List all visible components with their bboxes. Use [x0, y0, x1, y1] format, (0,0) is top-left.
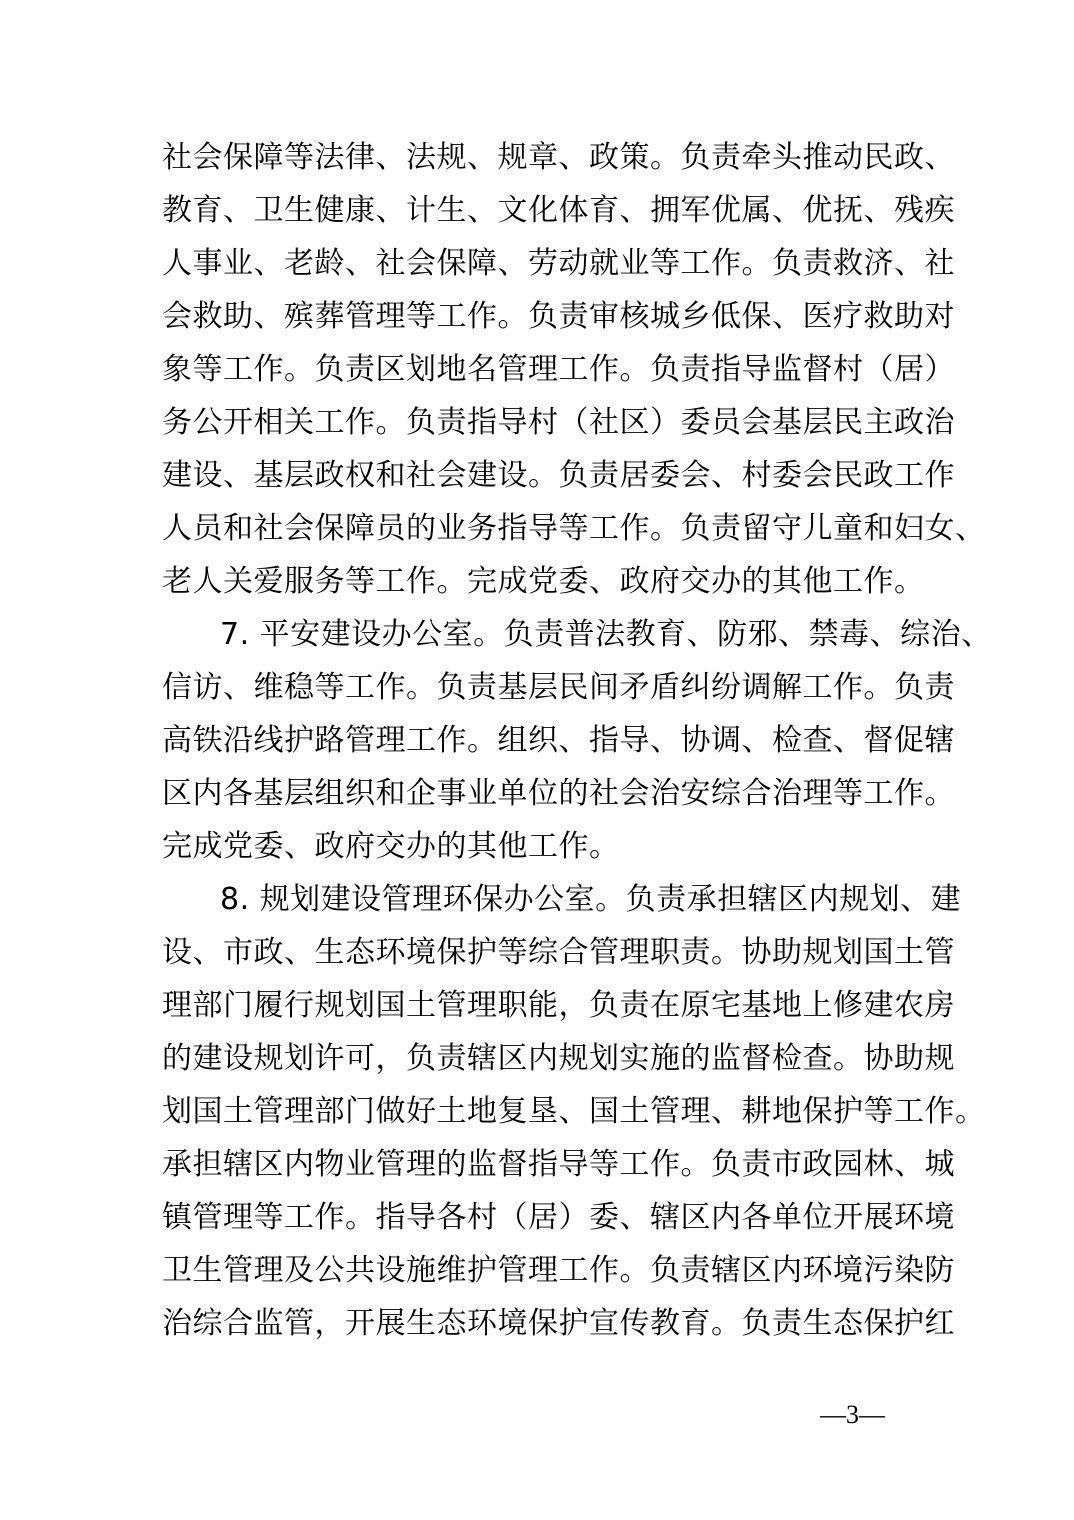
paragraph-line: 老人关爱服务等工作。完成党委、政府交办的其他工作。	[162, 564, 925, 599]
paragraph-line: 人员和社会保障员的业务指导等工作。负责留守儿童和妇女、	[162, 511, 986, 546]
paragraph-line: 承担辖区内物业管理的监督指导等工作。负责市政园林、城	[162, 1147, 955, 1182]
section-7-heading-line: 7. 平安建设办公室。负责普法教育、防邪、禁毒、综治、	[220, 617, 992, 652]
section-8-heading-line: 8. 规划建设管理环保办公室。负责承担辖区内规划、建	[220, 882, 962, 917]
paragraph-line: 务公开相关工作。负责指导村（社区）委员会基层民主政治	[162, 405, 955, 440]
page-number: —3—	[820, 1400, 885, 1429]
paragraph-line: 镇管理等工作。指导各村（居）委、辖区内各单位开展环境	[162, 1200, 955, 1235]
paragraph-line: 完成党委、政府交办的其他工作。	[162, 829, 620, 864]
paragraph-line: 教育、卫生健康、计生、文化体育、拥军优属、优抚、残疾	[162, 193, 955, 228]
paragraph-line: 人事业、老龄、社会保障、劳动就业等工作。负责救济、社	[162, 246, 955, 281]
paragraph-line: 信访、维稳等工作。负责基层民间矛盾纠纷调解工作。负责	[162, 670, 955, 705]
paragraph-line: 设、市政、生态环境保护等综合管理职责。协助规划国土管	[162, 935, 955, 970]
paragraph-line: 区内各基层组织和企事业单位的社会治安综合治理等工作。	[162, 776, 955, 811]
paragraph-line: 建设、基层政权和社会建设。负责居委会、村委会民政工作	[162, 458, 955, 493]
paragraph-line: 的建设规划许可，负责辖区内规划实施的监督检查。协助规	[162, 1041, 955, 1076]
paragraph-line: 卫生管理及公共设施维护管理工作。负责辖区内环境污染防	[162, 1253, 955, 1288]
paragraph-line: 划国土管理部门做好土地复垦、国土管理、耕地保护等工作。	[162, 1094, 986, 1129]
paragraph-line: 治综合监管，开展生态环境保护宣传教育。负责生态保护红	[162, 1306, 955, 1341]
paragraph-line: 象等工作。负责区划地名管理工作。负责指导监督村（居）	[162, 352, 955, 387]
paragraph-line: 会救助、殡葬管理等工作。负责审核城乡低保、医疗救助对	[162, 299, 955, 334]
paragraph-line: 社会保障等法律、法规、规章、政策。负责牵头推动民政、	[162, 140, 955, 175]
paragraph-line: 理部门履行规划国土管理职能，负责在原宅基地上修建农房	[162, 988, 955, 1023]
paragraph-line: 高铁沿线护路管理工作。组织、指导、协调、检查、督促辖	[162, 723, 955, 758]
